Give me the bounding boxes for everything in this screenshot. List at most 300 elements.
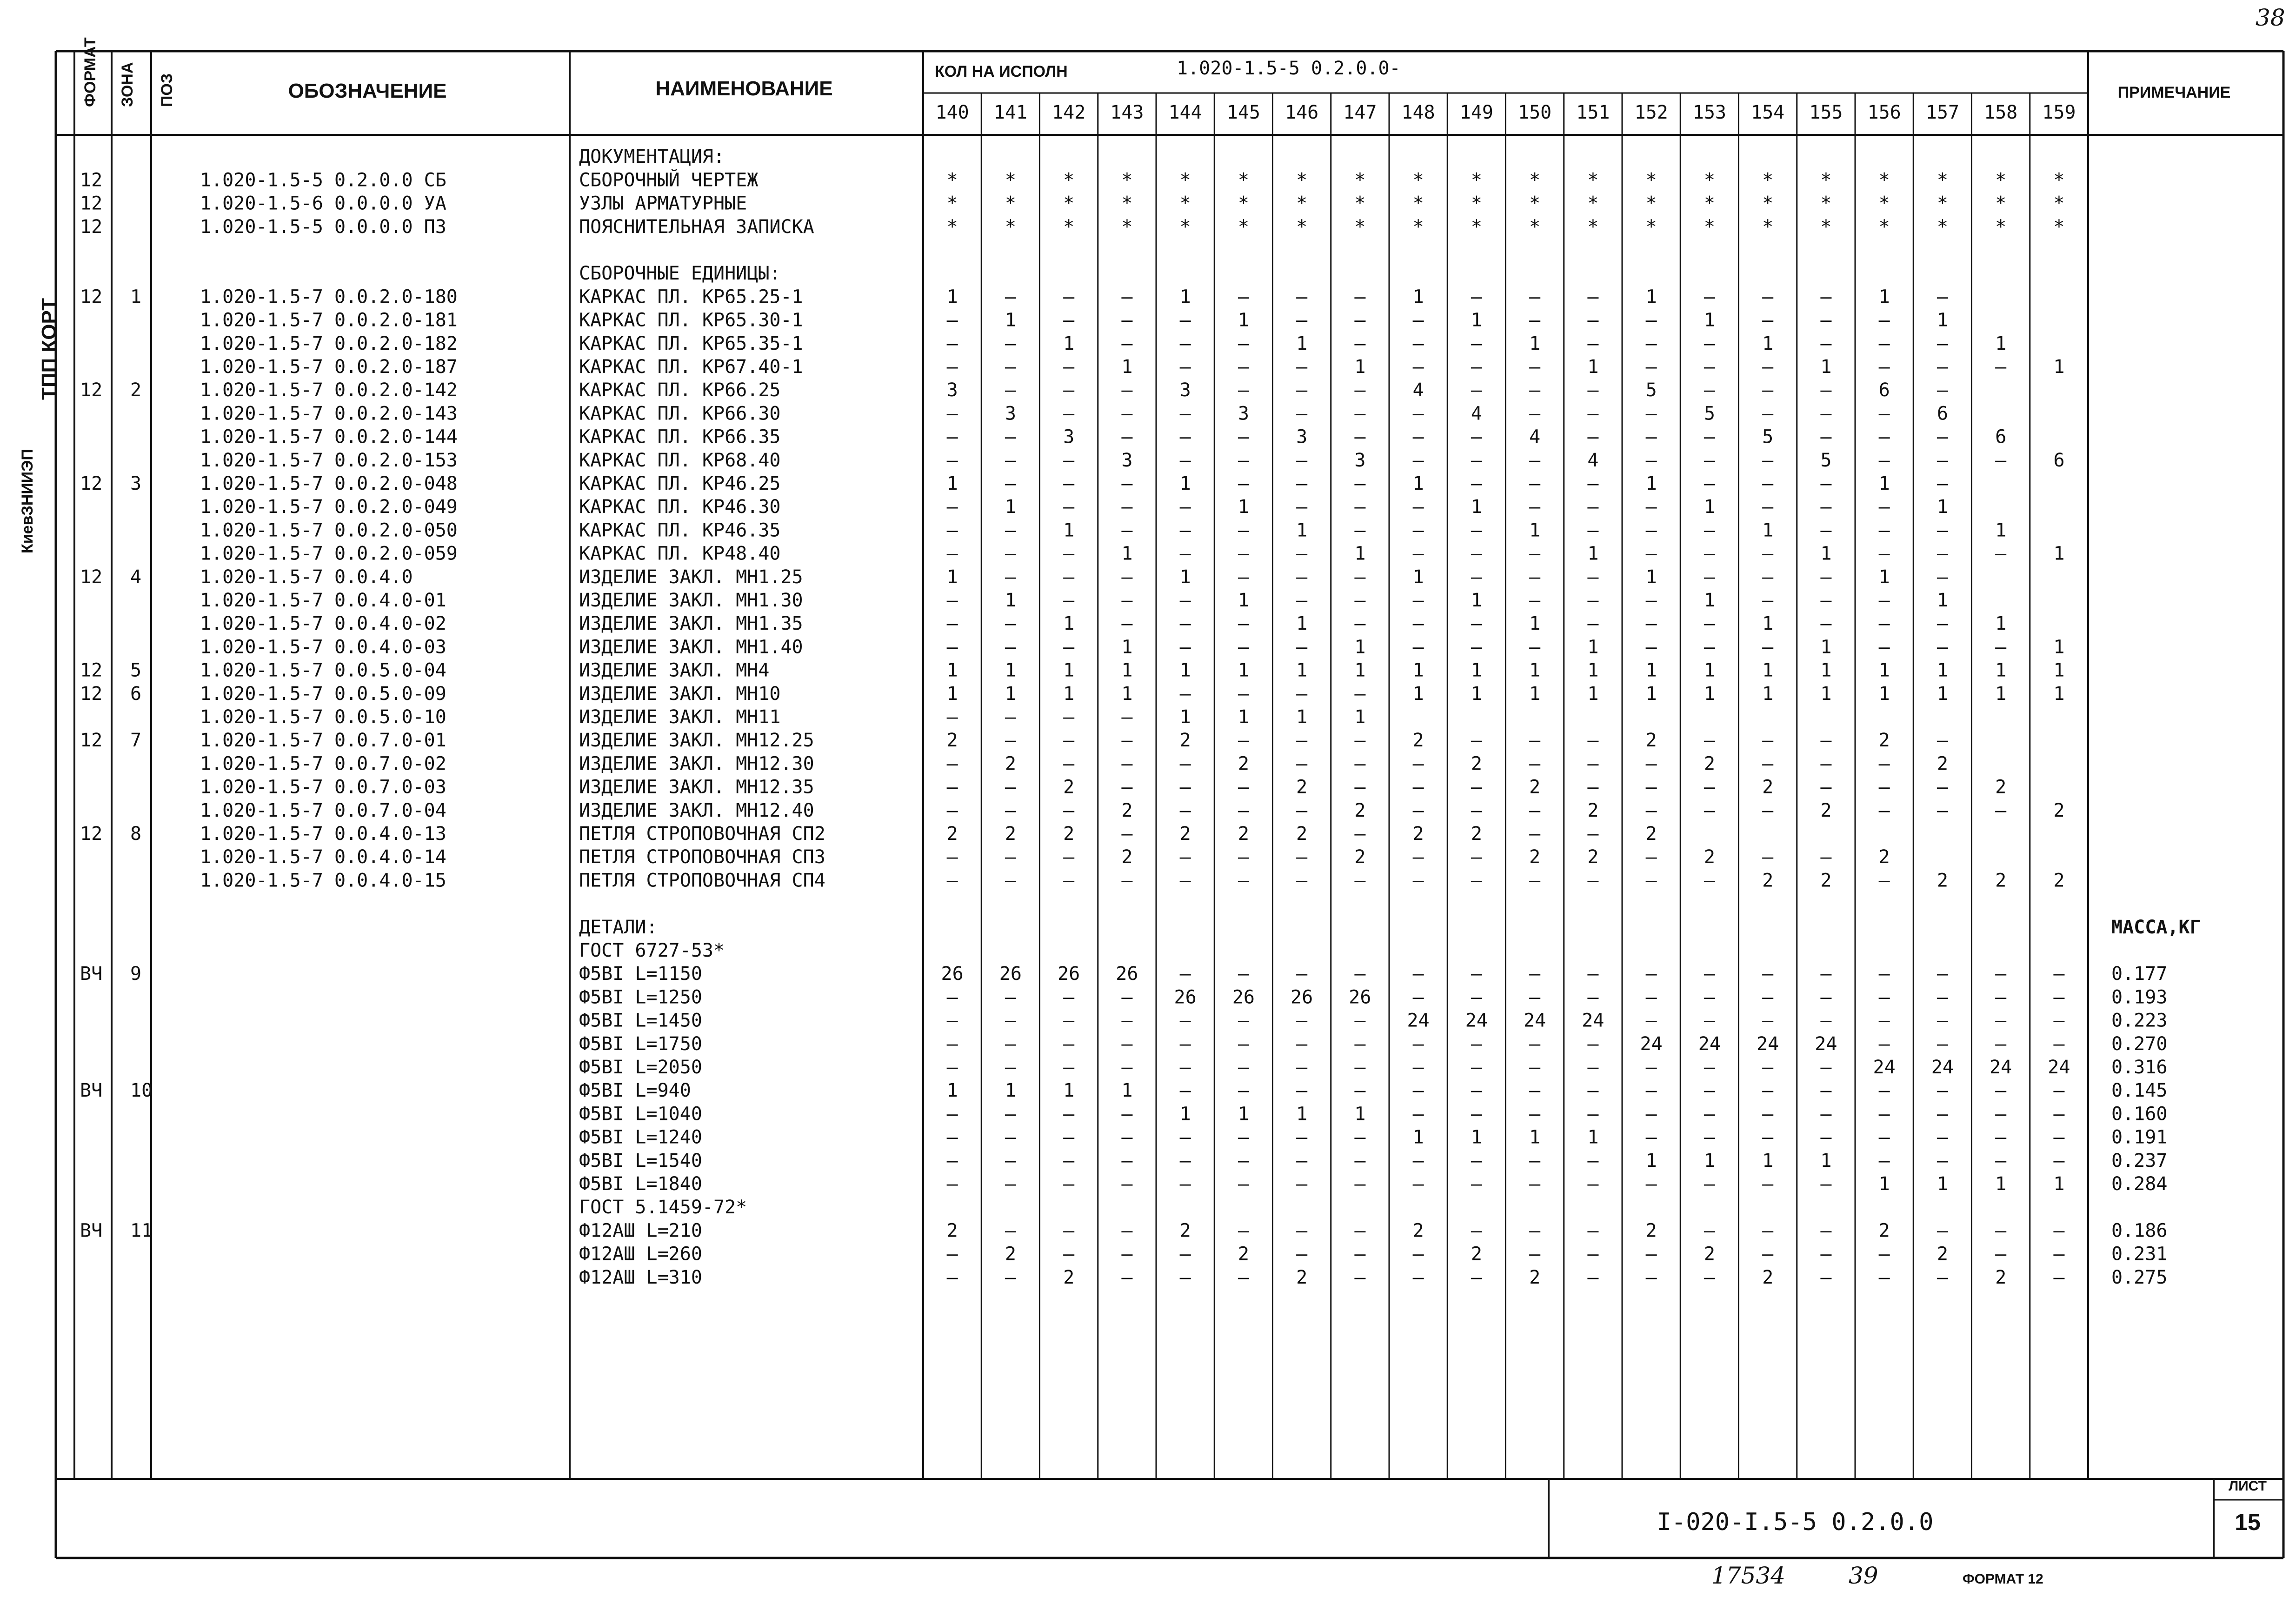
qty-cell: 1 xyxy=(1005,496,1016,518)
qty-cell: 1 xyxy=(1296,519,1308,541)
qty-cell: – xyxy=(1471,1150,1482,1171)
qty-cell: – xyxy=(1937,1010,1948,1032)
qty-cell: – xyxy=(946,309,958,331)
table-row xyxy=(200,426,2006,448)
qty-cell: * xyxy=(946,169,958,191)
qty-cell: – xyxy=(1587,566,1599,588)
qty-cell: 5 xyxy=(1820,449,1832,471)
qty-cell: 1 xyxy=(1005,683,1016,705)
qty-cell: – xyxy=(1471,333,1482,354)
qty-cell: – xyxy=(1820,1266,1832,1288)
qty-cell: – xyxy=(1762,799,1774,821)
qty-cell: 2 xyxy=(1762,1266,1774,1288)
row-name: СБОРОЧНЫЙ ЧЕРТЕЖ xyxy=(579,169,759,191)
qty-cell: – xyxy=(1412,1173,1424,1195)
qty-cell: – xyxy=(1587,1080,1599,1102)
qty-cell: – xyxy=(1471,776,1482,798)
qty-cell: – xyxy=(1937,356,1948,378)
qty-cell: 26 xyxy=(1349,986,1371,1008)
row-name: Ф5ВI L=1250 xyxy=(579,986,702,1008)
qty-cell: – xyxy=(1878,426,1890,448)
corner-page-number: 38 xyxy=(2256,4,2285,31)
qty-cell: – xyxy=(1005,1220,1016,1242)
qty-cell: * xyxy=(1471,169,1482,191)
qty-cell: – xyxy=(1179,590,1191,611)
qty-cell: – xyxy=(1878,333,1890,354)
qty-cell: 1 xyxy=(1820,356,1832,378)
header-zone: ЗОНА xyxy=(119,62,136,107)
qty-cell: 1 xyxy=(1296,613,1308,635)
qty-cell: * xyxy=(1063,193,1075,214)
qty-cell: – xyxy=(1063,566,1075,588)
qty-cell: – xyxy=(1354,566,1366,588)
table-row xyxy=(579,1010,2167,1032)
qty-cell: 2 xyxy=(1529,776,1541,798)
qty-cell: * xyxy=(1762,216,1774,238)
qty-cell: – xyxy=(1820,286,1832,308)
qty-cell: 1 xyxy=(1354,543,1366,565)
qty-cell: – xyxy=(1937,426,1948,448)
qty-cell: * xyxy=(1762,193,1774,214)
qty-cell: – xyxy=(1529,566,1541,588)
row-position: 2 xyxy=(130,379,142,401)
qty-cell: – xyxy=(1820,846,1832,868)
qty-cell: – xyxy=(1238,846,1249,868)
qty-cell: – xyxy=(1063,1220,1075,1242)
qty-cell: – xyxy=(1412,449,1424,471)
qty-cell: – xyxy=(1820,566,1832,588)
row-name: ИЗДЕЛИЕ ЗАКЛ. МН4 xyxy=(579,659,770,681)
qty-cell: 1 xyxy=(1529,333,1541,354)
qty-cell: – xyxy=(1354,403,1366,425)
qty-cell: – xyxy=(1412,613,1424,635)
row-designation: 1.020-1.5-7 0.0.5.0-04 xyxy=(200,659,446,681)
row-name: КАРКАС ПЛ. КР65.30-1 xyxy=(579,309,803,331)
qty-cell: – xyxy=(946,613,958,635)
qty-cell: – xyxy=(1296,356,1308,378)
qty-cell: * xyxy=(2053,216,2065,238)
table-row xyxy=(579,1103,2167,1125)
qty-cell: – xyxy=(1529,309,1541,331)
qty-cell: – xyxy=(1995,636,2007,658)
qty-cell: – xyxy=(1587,1266,1599,1288)
row-designation: 1.020-1.5-7 0.0.2.0-180 xyxy=(200,286,458,308)
variant-header-159: 159 xyxy=(2042,102,2076,123)
variant-header-155: 155 xyxy=(1809,102,1843,123)
qty-cell: – xyxy=(1645,519,1657,541)
row-note: 0.193 xyxy=(2111,986,2168,1008)
qty-cell: 1 xyxy=(1296,333,1308,354)
row-format: 12 xyxy=(80,473,103,494)
qty-cell: – xyxy=(1645,1057,1657,1078)
qty-cell: – xyxy=(1238,1010,1249,1032)
qty-cell: * xyxy=(946,193,958,214)
qty-cell: – xyxy=(1005,706,1016,728)
qty-cell: – xyxy=(1995,799,2007,821)
qty-cell: – xyxy=(1820,496,1832,518)
qty-cell: – xyxy=(1645,1243,1657,1265)
qty-cell: – xyxy=(1296,449,1308,471)
qty-cell: – xyxy=(1005,333,1016,354)
row-name: КАРКАС ПЛ. КР46.25 xyxy=(579,473,781,494)
qty-cell: 4 xyxy=(1471,403,1482,425)
qty-cell: – xyxy=(1471,286,1482,308)
qty-cell: 1 xyxy=(1179,566,1191,588)
row-position: 7 xyxy=(130,730,142,752)
qty-cell: – xyxy=(1645,753,1657,775)
table-row xyxy=(579,1267,2167,1288)
qty-cell: – xyxy=(1587,590,1599,611)
header-format: ФОРМАТ xyxy=(81,37,99,107)
qty-cell: – xyxy=(1121,753,1133,775)
qty-cell: – xyxy=(1878,613,1890,635)
qty-cell: – xyxy=(1063,846,1075,868)
qty-cell: – xyxy=(1878,753,1890,775)
qty-cell: 1 xyxy=(1762,333,1774,354)
qty-cell: – xyxy=(946,496,958,518)
qty-cell: 1 xyxy=(1354,659,1366,681)
qty-cell: – xyxy=(1179,1266,1191,1288)
row-name: ИЗДЕЛИЕ ЗАКЛ. МН1.40 xyxy=(579,636,803,658)
qty-cell: – xyxy=(1937,799,1948,821)
table-row xyxy=(200,590,1948,611)
qty-cell: 1 xyxy=(1471,590,1482,611)
qty-cell: – xyxy=(1587,426,1599,448)
qty-cell: – xyxy=(1878,799,1890,821)
qty-cell: – xyxy=(1587,379,1599,401)
qty-cell: – xyxy=(1529,356,1541,378)
qty-cell: – xyxy=(1762,449,1774,471)
qty-cell: – xyxy=(1471,356,1482,378)
row-note: 0.284 xyxy=(2111,1173,2168,1195)
qty-cell: – xyxy=(1704,473,1715,494)
qty-cell: – xyxy=(1762,473,1774,494)
qty-cell: – xyxy=(1762,379,1774,401)
qty-cell: – xyxy=(1471,473,1482,494)
qty-cell: – xyxy=(1063,1150,1075,1171)
qty-cell: – xyxy=(1179,1173,1191,1195)
qty-cell: – xyxy=(1354,753,1366,775)
qty-cell: – xyxy=(1937,473,1948,494)
qty-cell: 1 xyxy=(1704,659,1715,681)
qty-cell: – xyxy=(1820,590,1832,611)
qty-cell: 1 xyxy=(2053,636,2065,658)
qty-cell: – xyxy=(1471,1103,1482,1125)
row-note: 0.186 xyxy=(2111,1220,2168,1242)
row-format: 12 xyxy=(80,683,103,705)
qty-cell: – xyxy=(2053,1150,2065,1171)
qty-cell: – xyxy=(1704,613,1715,635)
qty-cell: – xyxy=(1878,1033,1890,1055)
qty-cell: – xyxy=(1354,730,1366,752)
qty-cell: 6 xyxy=(1878,379,1890,401)
qty-cell: – xyxy=(1121,1010,1133,1032)
doc-number: I-020-I.5-5 0.2.0.0 xyxy=(1657,1508,1934,1536)
qty-cell: * xyxy=(1529,193,1541,214)
qty-cell: – xyxy=(1296,730,1308,752)
variant-header-144: 144 xyxy=(1168,102,1202,123)
row-name: Ф5ВI L=940 xyxy=(579,1080,691,1102)
qty-cell: – xyxy=(1645,1126,1657,1148)
qty-cell: * xyxy=(1296,193,1308,214)
qty-cell: * xyxy=(1820,216,1832,238)
qty-cell: – xyxy=(1937,286,1948,308)
row-name: Ф5ВI L=1040 xyxy=(579,1103,702,1125)
variant-header-147: 147 xyxy=(1343,102,1377,123)
qty-cell: – xyxy=(1587,823,1599,845)
qty-cell: – xyxy=(2053,986,2065,1008)
qty-cell: * xyxy=(1762,169,1774,191)
qty-cell: 2 xyxy=(1645,823,1657,845)
qty-cell: 1 xyxy=(1820,683,1832,705)
qty-cell: – xyxy=(1937,1080,1948,1102)
qty-cell: – xyxy=(1704,1126,1715,1148)
row-name: Ф12АШ L=210 xyxy=(579,1220,702,1242)
qty-cell: – xyxy=(1995,1150,2007,1171)
row-name: Ф5ВI L=1450 xyxy=(579,1010,702,1032)
qty-cell: * xyxy=(1645,216,1657,238)
qty-cell: 1 xyxy=(1820,659,1832,681)
row-designation: 1.020-1.5-7 0.0.2.0-048 xyxy=(200,473,458,494)
qty-cell: * xyxy=(1878,193,1890,214)
qty-cell: – xyxy=(1704,1103,1715,1125)
qty-cell: – xyxy=(2053,1220,2065,1242)
qty-cell: – xyxy=(1354,1173,1366,1195)
qty-cell: 24 xyxy=(1815,1033,1837,1055)
qty-cell: – xyxy=(1238,1080,1249,1102)
qty-cell: – xyxy=(1179,403,1191,425)
qty-cell: – xyxy=(1238,1126,1249,1148)
qty-cell: 1 xyxy=(1995,333,2007,354)
qty-cell: – xyxy=(1878,1243,1890,1265)
row-note: 0.231 xyxy=(2111,1243,2168,1265)
qty-cell: 1 xyxy=(1820,1150,1832,1171)
qty-cell: * xyxy=(1238,216,1249,238)
qty-cell: 1 xyxy=(1296,1103,1308,1125)
qty-cell: – xyxy=(2053,1266,2065,1288)
qty-cell: 1 xyxy=(1704,309,1715,331)
title-block xyxy=(1657,1478,2267,1536)
table-row xyxy=(200,403,1948,424)
qty-cell: – xyxy=(1238,333,1249,354)
qty-cell: – xyxy=(1529,473,1541,494)
row-name: ГОСТ 6727-53* xyxy=(579,940,725,961)
row-format: 12 xyxy=(80,730,103,752)
qty-cell: – xyxy=(1412,1266,1424,1288)
qty-cell: – xyxy=(1296,1010,1308,1032)
qty-cell: – xyxy=(1937,730,1948,752)
qty-cell: – xyxy=(1179,449,1191,471)
table-row xyxy=(200,870,2064,891)
qty-cell: * xyxy=(1121,216,1133,238)
qty-cell: 4 xyxy=(1587,449,1599,471)
qty-cell: 2 xyxy=(1704,753,1715,775)
qty-cell: * xyxy=(1704,193,1715,214)
qty-cell: 1 xyxy=(1995,613,2007,635)
qty-cell: * xyxy=(1005,169,1016,191)
header-pos: ПОЗ xyxy=(158,73,176,107)
table-row xyxy=(200,846,1890,868)
qty-cell: 1 xyxy=(1878,286,1890,308)
qty-cell: – xyxy=(1471,613,1482,635)
row-name: Ф5ВI L=1840 xyxy=(579,1173,702,1195)
qty-cell: 1 xyxy=(1179,286,1191,308)
qty-cell: – xyxy=(1296,309,1308,331)
qty-cell: – xyxy=(1179,870,1191,892)
qty-cell: – xyxy=(1296,403,1308,425)
qty-cell: 2 xyxy=(1529,846,1541,868)
row-format: 12 xyxy=(80,169,103,191)
qty-cell: * xyxy=(1354,216,1366,238)
qty-cell: – xyxy=(1529,1150,1541,1171)
qty-cell: – xyxy=(1587,1057,1599,1078)
qty-cell: – xyxy=(1412,1103,1424,1125)
qty-cell: – xyxy=(1412,356,1424,378)
row-designation: 1.020-1.5-7 0.0.4.0-02 xyxy=(200,613,446,635)
qty-cell: – xyxy=(1296,1033,1308,1055)
qty-cell: 3 xyxy=(946,379,958,401)
row-name: КАРКАС ПЛ. КР67.40-1 xyxy=(579,356,803,378)
row-designation: 1.020-1.5-7 0.0.4.0 xyxy=(200,566,413,588)
qty-cell: 1 xyxy=(1995,683,2007,705)
qty-cell: – xyxy=(1704,1220,1715,1242)
qty-cell: – xyxy=(1005,426,1016,448)
qty-cell: – xyxy=(1878,543,1890,565)
qty-cell: – xyxy=(2053,1243,2065,1265)
table-row xyxy=(80,683,2064,705)
qty-cell: – xyxy=(1063,356,1075,378)
qty-cell: * xyxy=(1063,169,1075,191)
qty-cell: 1 xyxy=(1704,683,1715,705)
qty-cell: 2 xyxy=(1121,846,1133,868)
qty-cell: – xyxy=(1238,870,1249,892)
qty-cell: 6 xyxy=(1937,403,1948,425)
qty-cell: 1 xyxy=(1238,1103,1249,1125)
qty-cell: – xyxy=(1762,986,1774,1008)
row-position: 11 xyxy=(130,1220,153,1242)
qty-cell: 26 xyxy=(1232,986,1255,1008)
qty-cell: 2 xyxy=(1179,823,1191,845)
row-name: КАРКАС ПЛ. КР48.40 xyxy=(579,543,781,565)
qty-cell: 3 xyxy=(1005,403,1016,425)
qty-cell: – xyxy=(946,543,958,565)
qty-cell: – xyxy=(1005,1010,1016,1032)
qty-cell: 3 xyxy=(1238,403,1249,425)
qty-cell: – xyxy=(1005,543,1016,565)
table-row xyxy=(579,1173,2167,1195)
qty-cell: – xyxy=(1354,379,1366,401)
qty-cell: – xyxy=(1179,1150,1191,1171)
qty-cell: – xyxy=(946,1243,958,1265)
qty-cell: 4 xyxy=(1529,426,1541,448)
row-designation: 1.020-1.5-6 0.0.0.0 УА xyxy=(200,193,446,214)
qty-cell: – xyxy=(1587,309,1599,331)
qty-cell: – xyxy=(1587,1033,1599,1055)
table-row xyxy=(200,753,1948,774)
qty-cell: 1 xyxy=(1354,1103,1366,1125)
row-designation: 1.020-1.5-7 0.0.7.0-04 xyxy=(200,799,446,821)
qty-cell: – xyxy=(1937,379,1948,401)
qty-cell: 2 xyxy=(1937,753,1948,775)
qty-cell: 1 xyxy=(1121,543,1133,565)
row-designation: 1.020-1.5-7 0.0.4.0-01 xyxy=(200,590,446,611)
qty-cell: – xyxy=(1005,870,1016,892)
qty-cell: 4 xyxy=(1412,379,1424,401)
qty-cell: – xyxy=(1179,519,1191,541)
row-name: КАРКАС ПЛ. КР46.30 xyxy=(579,496,781,518)
qty-cell: – xyxy=(1937,1266,1948,1288)
qty-cell: – xyxy=(1238,799,1249,821)
qty-cell: 1 xyxy=(1762,683,1774,705)
qty-cell: 2 xyxy=(1471,823,1482,845)
variant-header-153: 153 xyxy=(1692,102,1726,123)
row-name: СБОРОЧНЫЕ ЕДИНИЦЫ: xyxy=(579,263,781,285)
table-row xyxy=(80,379,1949,401)
qty-cell: – xyxy=(1412,1033,1424,1055)
table-row xyxy=(200,356,2064,378)
qty-cell: – xyxy=(1412,799,1424,821)
qty-cell: – xyxy=(1529,1103,1541,1125)
qty-cell: – xyxy=(1005,566,1016,588)
qty-cell: – xyxy=(1529,543,1541,565)
qty-cell: 2 xyxy=(1354,799,1366,821)
qty-cell: – xyxy=(1412,753,1424,775)
qty-cell: – xyxy=(1238,613,1249,635)
qty-cell: 1 xyxy=(1121,659,1133,681)
qty-cell: – xyxy=(1412,426,1424,448)
qty-cell: * xyxy=(1179,169,1191,191)
qty-cell: – xyxy=(1587,403,1599,425)
row-name: Ф5ВI L=2050 xyxy=(579,1057,702,1078)
qty-cell: – xyxy=(1354,1080,1366,1102)
qty-cell: – xyxy=(1412,986,1424,1008)
qty-cell: – xyxy=(946,1150,958,1171)
qty-cell: 1 xyxy=(1762,519,1774,541)
qty-cell: 24 xyxy=(1407,1010,1430,1032)
qty-cell: – xyxy=(1238,1057,1249,1078)
qty-cell: – xyxy=(1063,1033,1075,1055)
qty-cell: – xyxy=(1587,1243,1599,1265)
table-row xyxy=(200,333,2006,354)
qty-cell: – xyxy=(1296,1173,1308,1195)
qty-cell: – xyxy=(1762,286,1774,308)
qty-cell: 1 xyxy=(1820,543,1832,565)
qty-cell: – xyxy=(1471,543,1482,565)
qty-cell: – xyxy=(1296,870,1308,892)
row-name: КАРКАС ПЛ. КР46.35 xyxy=(579,519,781,541)
qty-cell: – xyxy=(1005,986,1016,1008)
variant-header-146: 146 xyxy=(1285,102,1319,123)
row-note: 0.275 xyxy=(2111,1266,2168,1288)
qty-cell: 1 xyxy=(1179,706,1191,728)
qty-cell: 1 xyxy=(2053,683,2065,705)
row-name: ДОКУМЕНТАЦИЯ: xyxy=(579,146,725,168)
qty-cell: – xyxy=(1238,449,1249,471)
table-row xyxy=(80,730,1949,751)
qty-cell: – xyxy=(1995,543,2007,565)
row-position: 4 xyxy=(130,566,142,588)
qty-cell: * xyxy=(1296,169,1308,191)
qty-cell: * xyxy=(1995,169,2007,191)
row-name: Ф5ВI L=1150 xyxy=(579,963,702,985)
qty-cell: – xyxy=(1179,613,1191,635)
qty-cell: – xyxy=(1820,1126,1832,1148)
qty-cell: – xyxy=(1063,1010,1075,1032)
row-format: 12 xyxy=(80,566,103,588)
qty-cell: 1 xyxy=(946,659,958,681)
qty-cell: – xyxy=(1354,1126,1366,1148)
qty-cell: – xyxy=(1296,590,1308,611)
